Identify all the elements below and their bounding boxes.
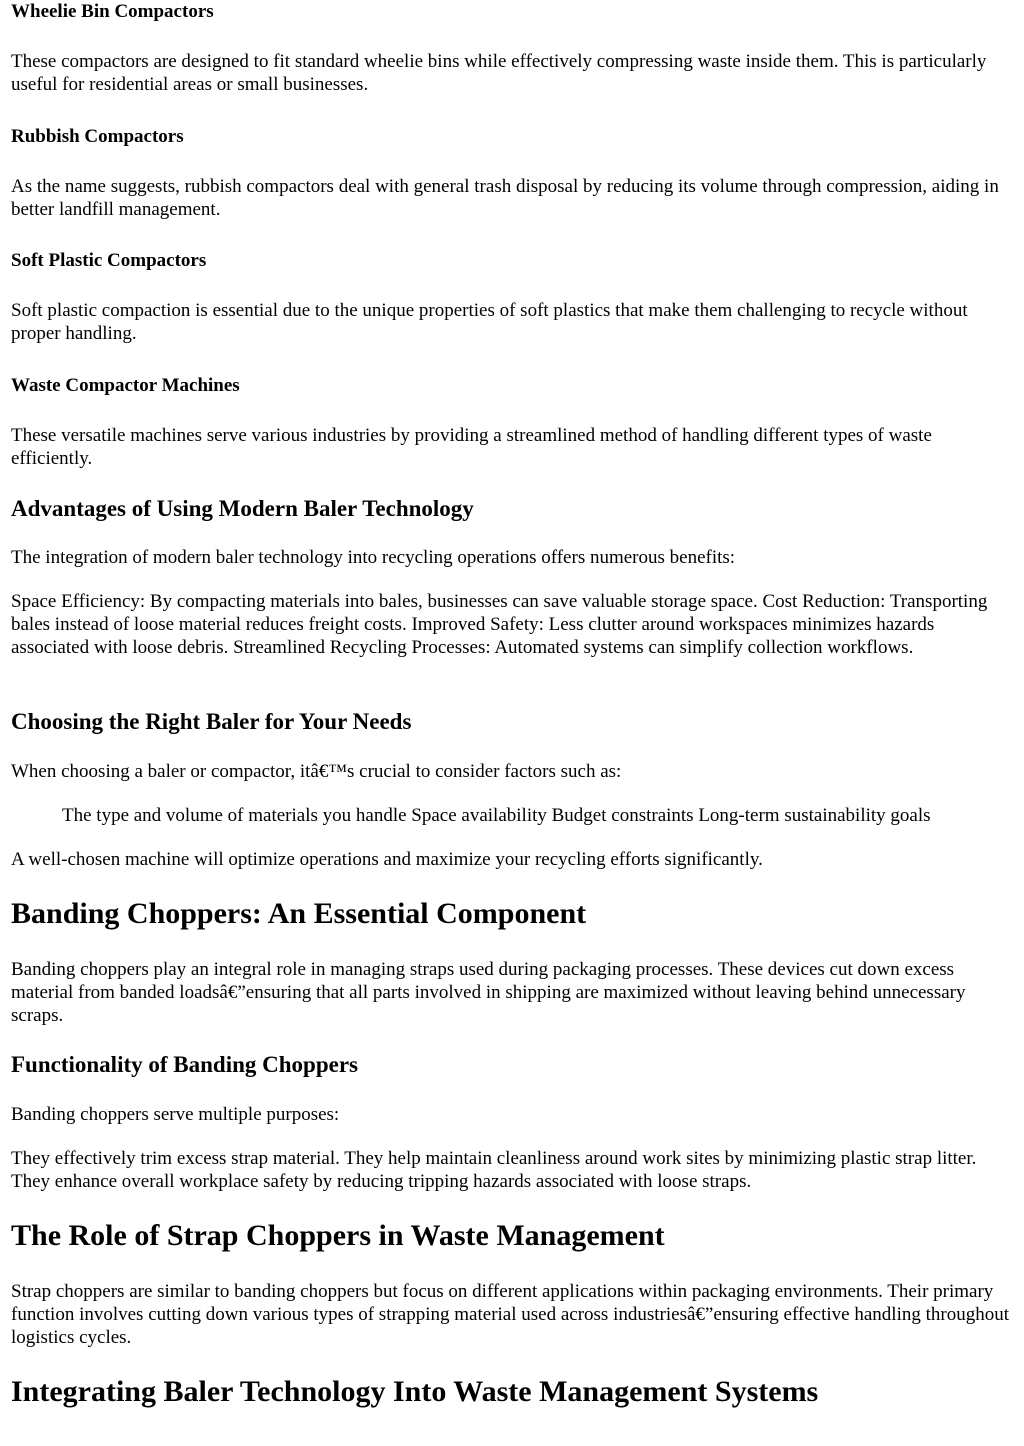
- soft-plastic-heading: Soft Plastic Compactors: [11, 250, 207, 271]
- wheelie-bin-heading: Wheelie Bin Compactors: [11, 1, 214, 22]
- functionality-list: They effectively trim excess strap material. They help maintain cleanliness around work sites by minimizing plastic strap litter. They enhance overall workplace safety by reducing tripping hazards associated with loose straps.: [11, 1148, 977, 1192]
- rubbish-compactors-paragraph: As the name suggests, rubbish compactors deal with general trash disposal by reducing its volume through compression, aiding in better landfill management.: [11, 176, 999, 220]
- integrating-heading: Integrating Baler Technology Into Waste Management Systems: [11, 1375, 819, 1408]
- strap-choppers-heading: The Role of Strap Choppers in Waste Management: [11, 1219, 665, 1252]
- banding-choppers-heading: Banding Choppers: An Essential Component: [11, 897, 587, 930]
- advantages-list: Space Efficiency: By compacting materials into bales, businesses can save valuable storage space. Cost Reduction: Transporting bales instead of loose material reduces freight costs. Improved Safety: Less clutter around workspaces minimizes hazards associated with loose debris. Streamlined Recycling Processes: Automated systems can simplify collection workflows.: [11, 591, 988, 658]
- waste-compactor-heading: Waste Compactor Machines: [11, 375, 240, 396]
- advantages-intro: The integration of modern baler technology into recycling operations offers numerous benefits:: [11, 547, 736, 568]
- advantages-heading: Advantages of Using Modern Baler Technology: [11, 496, 474, 521]
- strap-choppers-paragraph: Strap choppers are similar to banding choppers but focus on different applications within packaging environments. Their primary function involves cutting down various types of strapping material used across industriesâ€”ensuring effective handling throughout logistics cycles.: [11, 1281, 1009, 1348]
- choosing-baler-outro: A well-chosen machine will optimize operations and maximize your recycling efforts significantly.: [11, 849, 763, 870]
- waste-compactor-paragraph: These versatile machines serve various industries by providing a streamlined method of handling different types of waste efficiently.: [11, 425, 932, 469]
- choosing-baler-intro: When choosing a baler or compactor, itâ€™s crucial to consider factors such as:: [11, 761, 622, 782]
- functionality-intro: Banding choppers serve multiple purposes:: [11, 1104, 340, 1125]
- wheelie-bin-paragraph: These compactors are designed to fit standard wheelie bins while effectively compressing waste inside them. This is particularly useful for residential areas or small businesses.: [11, 51, 987, 95]
- choosing-baler-list: The type and volume of materials you handle Space availability Budget constraints Long-term sustainability goals: [62, 805, 931, 826]
- rubbish-compactors-heading: Rubbish Compactors: [11, 126, 184, 147]
- functionality-heading: Functionality of Banding Choppers: [11, 1052, 358, 1077]
- soft-plastic-paragraph: Soft plastic compaction is essential due to the unique properties of soft plastics that make them challenging to recycle without proper handling.: [11, 300, 968, 344]
- banding-choppers-paragraph: Banding choppers play an integral role in managing straps used during packaging processes. These devices cut down excess material from banded loadsâ€”ensuring that all parts involved in shipping are maximized without leaving behind unnecessary scraps.: [11, 959, 966, 1026]
- choosing-baler-heading: Choosing the Right Baler for Your Needs: [11, 709, 412, 734]
